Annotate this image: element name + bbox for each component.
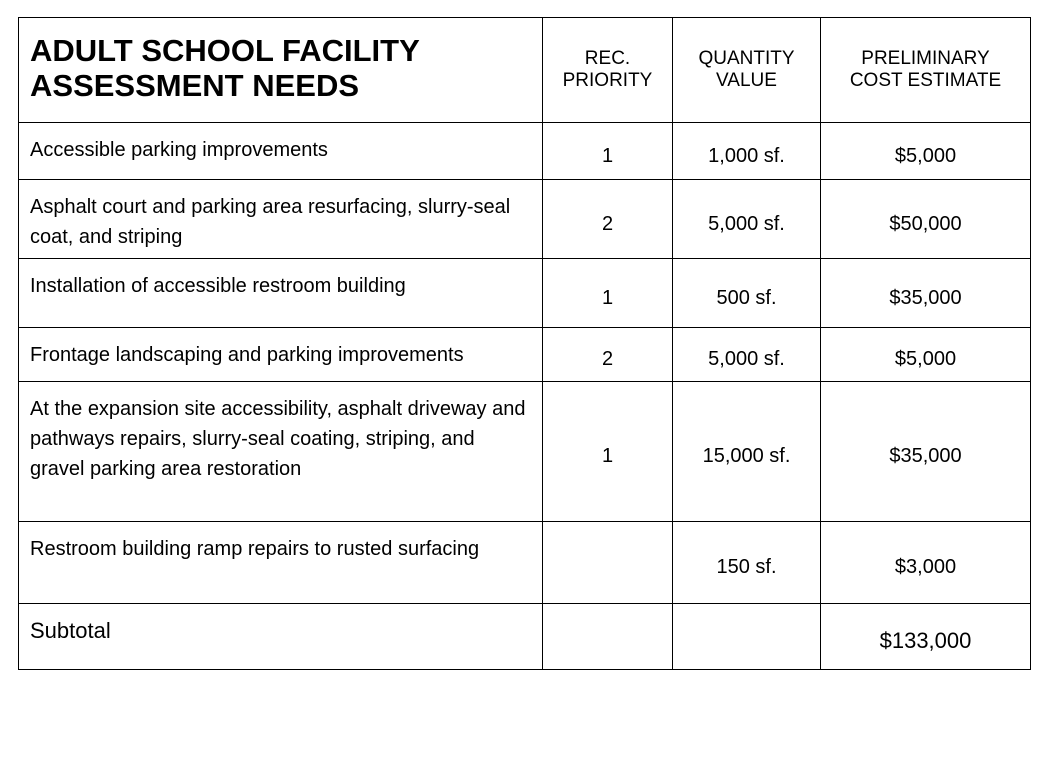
row-quantity: 15,000 sf.	[673, 382, 821, 522]
header-rec-priority	[543, 18, 673, 123]
table-row	[19, 328, 1031, 382]
row-description: Restroom building ramp repairs to rusted surfacing	[19, 522, 543, 604]
row-quantity: 1,000 sf.	[673, 123, 821, 180]
header-cost-line1: PRELIMINARY	[861, 48, 990, 69]
table-title: ADULT SCHOOL FACILITY ASSESSMENT NEEDS	[19, 18, 543, 123]
subtotal-label: Subtotal	[19, 604, 543, 670]
table-row	[19, 259, 1031, 328]
subtotal-cost: $133,000	[821, 604, 1031, 670]
table-row	[19, 123, 1031, 180]
row-description: Frontage landscaping and parking improvements	[19, 328, 543, 382]
row-description: Asphalt court and parking area resurfacing, slurry-seal coat, and striping	[19, 180, 543, 259]
header-cost-estimate	[821, 18, 1031, 123]
header-quantity-line2: VALUE	[716, 70, 777, 91]
row-description: Accessible parking improvements	[19, 123, 543, 180]
header-rec-priority-line1: REC.	[584, 48, 631, 69]
header-cost-line2: COST ESTIMATE	[849, 70, 1002, 91]
row-cost: $35,000	[821, 259, 1031, 328]
table-row	[19, 180, 1031, 259]
row-cost: $5,000	[821, 328, 1031, 382]
table-row	[19, 382, 1031, 522]
row-quantity: 150 sf.	[673, 522, 821, 604]
row-cost: $5,000	[821, 123, 1031, 180]
header-quantity-line1: QUANTITY	[698, 48, 795, 69]
subtotal-quantity	[673, 604, 821, 670]
header-quantity-value	[673, 18, 821, 123]
subtotal-row	[19, 604, 1031, 670]
row-priority: 1	[543, 259, 673, 328]
row-description: Installation of accessible restroom building	[19, 259, 543, 328]
row-cost: $35,000	[821, 382, 1031, 522]
row-cost: $50,000	[821, 180, 1031, 259]
header-rec-priority-line2: PRIORITY	[562, 70, 653, 91]
row-description: At the expansion site accessibility, asphalt driveway and pathways repairs, slurry-seal coating, striping, and gravel parking area restoration	[19, 382, 543, 522]
row-quantity: 5,000 sf.	[673, 180, 821, 259]
row-priority: 2	[543, 328, 673, 382]
header-row	[19, 18, 1031, 123]
table-row	[19, 522, 1031, 604]
subtotal-priority	[543, 604, 673, 670]
row-cost: $3,000	[821, 522, 1031, 604]
row-quantity: 5,000 sf.	[673, 328, 821, 382]
row-priority: 2	[543, 180, 673, 259]
row-priority	[543, 522, 673, 604]
facility-assessment-table	[18, 17, 1031, 670]
row-quantity: 500 sf.	[673, 259, 821, 328]
row-priority: 1	[543, 382, 673, 522]
row-priority: 1	[543, 123, 673, 180]
